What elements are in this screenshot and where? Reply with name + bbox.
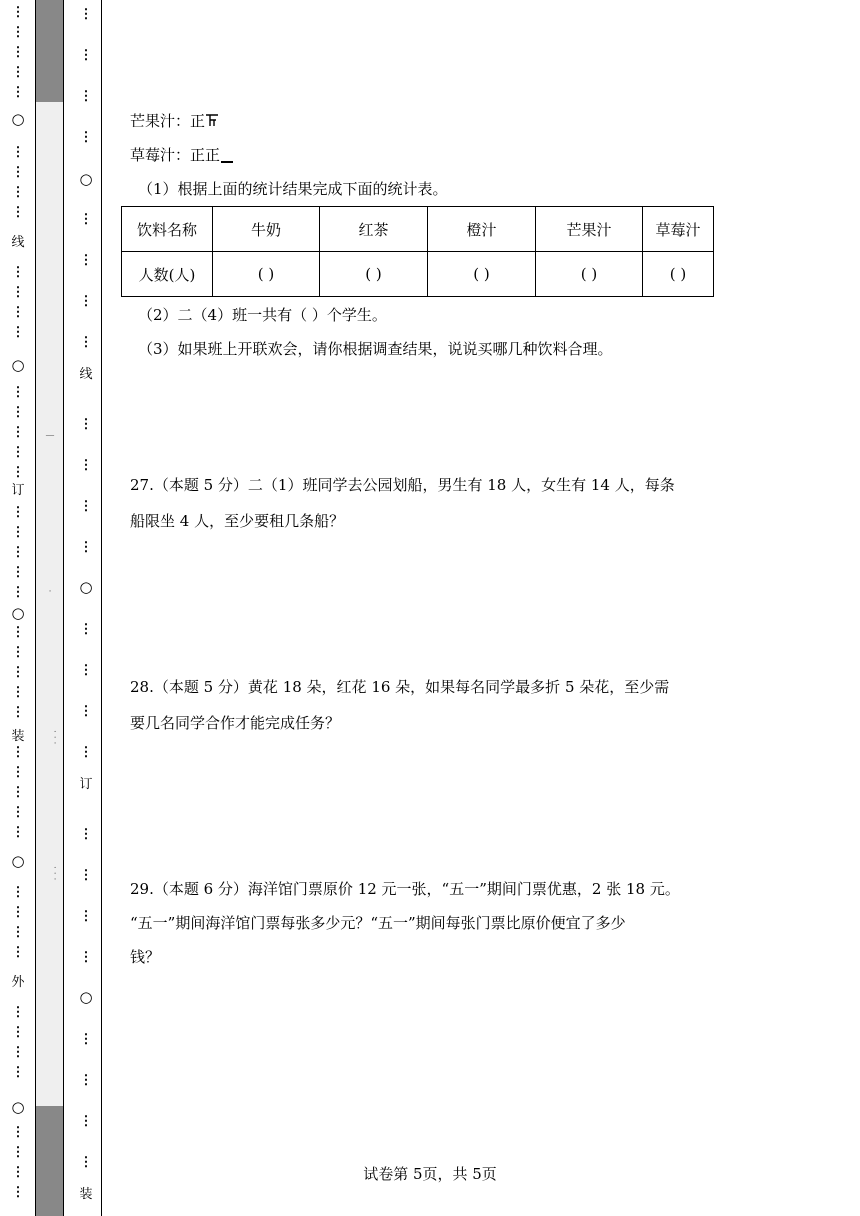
binding-dots-icon: ⋮ xyxy=(11,5,25,20)
mango-tally-line xyxy=(130,108,219,134)
table-row xyxy=(122,252,714,297)
binding-dots-icon: ⋮ xyxy=(11,425,25,440)
binding-circle-icon: ○ xyxy=(79,578,93,596)
mango-label: 芒果汁： xyxy=(130,112,191,130)
binding-dots-icon: ⋮ xyxy=(11,405,25,420)
binding-dots-icon: ⋮ xyxy=(79,1032,93,1047)
binding-dots-icon: ⋮ xyxy=(79,253,93,268)
binding-dots-icon: ⋮ xyxy=(79,499,93,514)
binding-word: 订 xyxy=(11,483,25,498)
binding-circle-icon: ○ xyxy=(11,110,25,128)
q27-text-line2: 船限坐 4 人，至少要租几条船？ xyxy=(130,512,345,530)
binding-dots-icon: ⋮ xyxy=(11,1065,25,1080)
gray-info-mark: — xyxy=(45,431,55,441)
binding-dots-icon: ⋮ xyxy=(79,130,93,145)
q28-text-line2: 要几名同学合作才能完成任务？ xyxy=(130,714,341,732)
binding-dots-icon: ⋮ xyxy=(11,165,25,180)
gray-info-mark: · · · xyxy=(49,730,59,745)
table-cell: 牛奶 xyxy=(213,207,320,252)
binding-dots-icon: ⋮ xyxy=(79,417,93,432)
page-footer: 试卷第 5页，共 5页 xyxy=(363,1165,497,1183)
q26-part3: （3）如果班上开联欢会，请你根据调查结果，说说买哪几种饮料合理。 xyxy=(138,340,613,358)
binding-dots-icon: ⋮ xyxy=(11,1145,25,1160)
binding-dots-icon: ⋮ xyxy=(79,663,93,678)
table-cell: 红茶 xyxy=(320,207,428,252)
answer-blank[interactable]: ( ) xyxy=(320,252,428,297)
binding-word: 装 xyxy=(79,1187,93,1202)
binding-dots-icon: ⋮ xyxy=(11,665,25,680)
binding-dots-icon: ⋮ xyxy=(11,1185,25,1200)
q29-text-line3: 钱？ xyxy=(130,948,161,966)
binding-dots-icon: ⋮ xyxy=(11,465,25,480)
strawberry-tally: 正正 xyxy=(190,146,221,164)
binding-word: 线 xyxy=(11,235,25,250)
binding-circle-icon: ○ xyxy=(11,852,25,870)
binding-dots-icon: ⋮ xyxy=(11,805,25,820)
binding-dots-icon: ⋮ xyxy=(11,505,25,520)
margin-dark-block-bottom xyxy=(36,1106,63,1216)
binding-dots-icon: ⋮ xyxy=(79,335,93,350)
binding-dots-icon: ⋮ xyxy=(79,909,93,924)
binding-dots-icon: ⋮ xyxy=(79,48,93,63)
q29-text-line1: 29.（本题 6 分）海洋馆门票原价 12 元一张，“五一”期间门票优惠，2 张 18 元。 xyxy=(130,880,680,898)
binding-dots-icon: ⋮ xyxy=(11,45,25,60)
binding-dots-icon: ⋮ xyxy=(79,950,93,965)
binding-dots-icon: ⋮ xyxy=(79,622,93,637)
answer-blank[interactable]: ( ) xyxy=(643,252,714,297)
binding-circle-icon: ○ xyxy=(11,356,25,374)
binding-dots-icon: ⋮ xyxy=(11,445,25,460)
mango-tally xyxy=(190,108,219,134)
binding-dots-icon: ⋮ xyxy=(11,905,25,920)
binding-dots-icon: ⋮ xyxy=(11,785,25,800)
binding-dots-icon: ⋮ xyxy=(79,1073,93,1088)
tally-mark: 正 xyxy=(190,112,206,130)
binding-dots-icon: ⋮ xyxy=(11,285,25,300)
binding-dots-icon: ⋮ xyxy=(79,458,93,473)
binding-margin-gray xyxy=(36,0,64,1216)
binding-dots-icon: ⋮ xyxy=(79,212,93,227)
binding-dots-icon: ⋮ xyxy=(11,645,25,660)
binding-dots-icon: ⋮ xyxy=(11,825,25,840)
gray-info-mark: · · · xyxy=(49,866,59,881)
binding-dots-icon: ⋮ xyxy=(11,585,25,600)
table-cell: 草莓汁 xyxy=(643,207,714,252)
table-cell: 橙汁 xyxy=(428,207,536,252)
binding-dots-icon: ⋮ xyxy=(11,385,25,400)
margin-dark-block-top xyxy=(36,0,63,102)
table-row-label: 人数(人) xyxy=(122,252,213,297)
table-header-row xyxy=(122,207,714,252)
binding-dots-icon: ⋮ xyxy=(11,765,25,780)
binding-dots-icon: ⋮ xyxy=(79,868,93,883)
tally-partial-icon xyxy=(221,161,233,163)
binding-dots-icon: ⋮ xyxy=(11,25,25,40)
q26-part1: （1）根据上面的统计结果完成下面的统计表。 xyxy=(138,180,448,198)
binding-dots-icon: ⋮ xyxy=(11,85,25,100)
binding-word: 装 xyxy=(11,729,25,744)
q27-text-line1: 27.（本题 5 分）二（1）班同学去公园划船，男生有 18 人，女生有 14 人，每条 xyxy=(130,476,675,494)
beverage-stats-table xyxy=(121,206,714,297)
binding-dots-icon: ⋮ xyxy=(11,525,25,540)
binding-circle-icon: ○ xyxy=(79,988,93,1006)
binding-dots-icon: ⋮ xyxy=(11,625,25,640)
binding-dots-icon: ⋮ xyxy=(11,1025,25,1040)
binding-dots-icon: ⋮ xyxy=(79,1155,93,1170)
binding-dots-icon: ⋮ xyxy=(11,65,25,80)
binding-dots-icon: ⋮ xyxy=(11,885,25,900)
binding-dots-icon: ⋮ xyxy=(11,1165,25,1180)
q28-text-line1: 28.（本题 5 分）黄花 18 朵，红花 16 朵，如果每名同学最多折 5 朵花，至少需 xyxy=(130,678,670,696)
binding-dots-icon: ⋮ xyxy=(11,565,25,580)
binding-dots-icon: ⋮ xyxy=(11,745,25,760)
binding-dots-icon: ⋮ xyxy=(79,745,93,760)
binding-dots-icon: ⋮ xyxy=(11,925,25,940)
binding-word: 外 xyxy=(11,975,25,990)
binding-dots-icon: ⋮ xyxy=(11,265,25,280)
answer-blank[interactable]: ( ) xyxy=(213,252,320,297)
binding-dots-icon: ⋮ xyxy=(11,685,25,700)
binding-dots-icon: ⋮ xyxy=(11,1125,25,1140)
binding-dots-icon: ⋮ xyxy=(11,325,25,340)
binding-dots-icon: ⋮ xyxy=(79,827,93,842)
binding-dots-icon: ⋮ xyxy=(11,145,25,160)
q26-part2: （2）二（4）班一共有（ ）个学生。 xyxy=(138,306,387,324)
q29-text-line2: “五一”期间海洋馆门票每张多少元？“五一”期间每张门票比原价便宜了多少 xyxy=(130,914,626,932)
binding-dots-icon: ⋮ xyxy=(79,540,93,555)
binding-dots-icon: ⋮ xyxy=(11,185,25,200)
table-cell: 饮料名称 xyxy=(122,207,213,252)
binding-dots-icon: ⋮ xyxy=(11,945,25,960)
binding-dots-icon: ⋮ xyxy=(79,704,93,719)
binding-dots-icon: ⋮ xyxy=(79,1114,93,1129)
binding-word: 订 xyxy=(79,777,93,792)
binding-circle-icon: ○ xyxy=(11,1098,25,1116)
binding-dots-icon: ⋮ xyxy=(11,1005,25,1020)
binding-circle-icon: ○ xyxy=(11,604,25,622)
binding-dots-icon: ⋮ xyxy=(11,545,25,560)
binding-dots-icon: ⋮ xyxy=(11,305,25,320)
table-cell: 芒果汁 xyxy=(536,207,643,252)
gray-info-mark: · xyxy=(48,587,52,597)
tally-partial-icon xyxy=(205,108,219,134)
answer-blank[interactable]: ( ) xyxy=(536,252,643,297)
binding-dots-icon: ⋮ xyxy=(11,705,25,720)
binding-dots-icon: ⋮ xyxy=(79,89,93,104)
answer-blank[interactable]: ( ) xyxy=(428,252,536,297)
binding-dots-icon: ⋮ xyxy=(11,205,25,220)
binding-dots-icon: ⋮ xyxy=(11,1045,25,1060)
strawberry-tally-line xyxy=(130,142,233,168)
binding-dots-icon: ⋮ xyxy=(79,7,93,22)
binding-word: 线 xyxy=(79,367,93,382)
binding-circle-icon: ○ xyxy=(79,170,93,188)
binding-dots-icon: ⋮ xyxy=(79,294,93,309)
strawberry-label: 草莓汁： xyxy=(130,146,191,164)
